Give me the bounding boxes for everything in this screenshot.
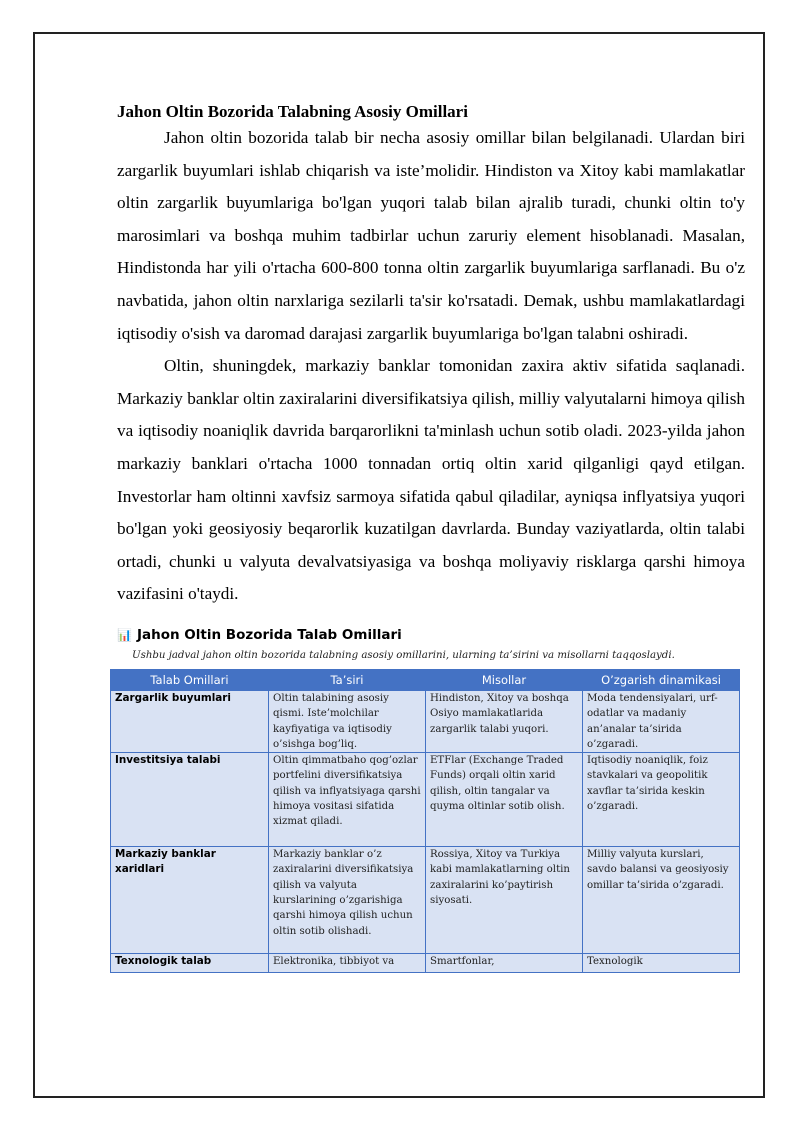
table-cell: Elektronika, tibbiyot va bbox=[269, 954, 426, 973]
table-cell: ETFlar (Exchange Traded Funds) orqali oltin xarid qilish, oltin tangalar va quyma oltinlar sotib olish. bbox=[426, 753, 583, 847]
factor-cell: Texnologik talab bbox=[111, 954, 269, 973]
page-frame bbox=[33, 32, 765, 1098]
table-heading bbox=[117, 627, 745, 643]
factor-cell: Markaziy banklar xaridlari bbox=[111, 847, 269, 954]
table-cell: Texnologik bbox=[583, 954, 740, 973]
factor-cell: Zargarlik buyumlari bbox=[111, 690, 269, 752]
table-cell: Milliy valyuta kurslari, savdo balansi va geosiyosiy omillar ta’sirida o’zgaradi. bbox=[583, 847, 740, 954]
paragraph-jewelry-demand: Jahon oltin bozorida talab bir necha asosiy omillar bilan belgilanadi. Ulardan biri zargarlik buyumlari ishlab chiqarish va iste’molidir. Hindiston va Xitoy kabi mamlakatlar oltin zargarlik buyumlariga bo'lgan yuqori talab bilan ajralib turadi, chunki oltin to'y marosimlari va boshqa muhim tadbirlar uchun zaruriy element hisoblanadi. Masalan, Hindistonda har yili o'rtacha 600-800 tonna oltin zargarlik buyumlariga sarflanadi. Bu o'z navbatida, jahon oltin narxlariga sezilarli ta'sir ko'rsatadi. Demak, ushbu mamlakatlardagi iqtisodiy o'sish va daromad darajasi zargarlik buyumlariga bo'lgan talabni oshiradi. bbox=[117, 128, 745, 343]
column-header: Misollar bbox=[426, 669, 583, 690]
table-cell: Smartfonlar, bbox=[426, 954, 583, 973]
document-title: Jahon Oltin Bozorida Talabning Asosiy Omillari bbox=[117, 102, 468, 121]
column-header: O’zgarish dinamikasi bbox=[583, 669, 740, 690]
bar-chart-icon: 📊 bbox=[117, 627, 132, 642]
table-row bbox=[111, 847, 740, 954]
table-cell: Iqtisodiy noaniqlik, foiz stavkalari va geopolitik xavflar ta’sirida keskin o’zgaradi. bbox=[583, 753, 740, 847]
demand-factors-table bbox=[110, 669, 740, 973]
document-content bbox=[117, 102, 745, 973]
factor-cell: Investitsiya talabi bbox=[111, 753, 269, 847]
table-cell: Oltin qimmatbaho qog’ozlar portfelini diversifikatsiya qilish va inflyatsiyaga qarshi himoya vositasi sifatida xizmat qiladi. bbox=[269, 753, 426, 847]
table-cell: Oltin talabining asosiy qismi. Iste’molchilar kayfiyatiga va iqtisodiy o’sishga bog’liq. bbox=[269, 690, 426, 752]
table-cell: Markaziy banklar o’z zaxiralarini diversifikatsiya qilish va valyuta kurslarining o’zgarishiga qarshi himoya qilish uchun oltin sotib olishadi. bbox=[269, 847, 426, 954]
table-title: Jahon Oltin Bozorida Talab Omillari bbox=[136, 626, 402, 643]
table-cell: Rossiya, Xitoy va Turkiya kabi mamlakatlarning oltin zaxiralarini ko’paytirish siyosati. bbox=[426, 847, 583, 954]
table-cell: Hindiston, Xitoy va boshqa Osiyo mamlakatlarida zargarlik talabi yuqori. bbox=[426, 690, 583, 752]
table-row bbox=[111, 954, 740, 973]
paragraph-central-banks: Oltin, shuningdek, markaziy banklar tomonidan zaxira aktiv sifatida saqlanadi. Markaziy banklar oltin zaxiralarini diversifikatsiya qilish, milliy valyutalarni himoya qilish va iqtisodiy noaniqlik davrida barqarorlikni ta'minlash uchun sotib oladi. 2023-yilda jahon markaziy banklari o'rtacha 1000 tonnadan ortiq oltin xarid qilganligi qayd etilgan. Investorlar ham oltinni xavfsiz sarmoya sifatida qabul qiladilar, ayniqsa inflyatsiya yuqori bo'lgan yoki geosiyosiy beqarorlik kuzatilgan davrlarda. Bunday vaziyatlarda, oltin talabi ortadi, chunki u valyuta devalvatsiyasiga va boshqa moliyaviy risklarga qarshi himoya vazifasini o'taydi. bbox=[117, 356, 745, 604]
table-caption: Ushbu jadval jahon oltin bozorida talabning asosiy omillarini, ularning ta’sirini va misollarni taqqoslaydi. bbox=[132, 649, 675, 661]
table-cell: Moda tendensiyalari, urf-odatlar va madaniy an’analar ta’sirida o’zgaradi. bbox=[583, 690, 740, 752]
table-row bbox=[111, 690, 740, 752]
table-row bbox=[111, 753, 740, 847]
column-header: Ta’siri bbox=[269, 669, 426, 690]
table-header-row bbox=[111, 669, 740, 690]
column-header: Talab Omillari bbox=[111, 669, 269, 690]
